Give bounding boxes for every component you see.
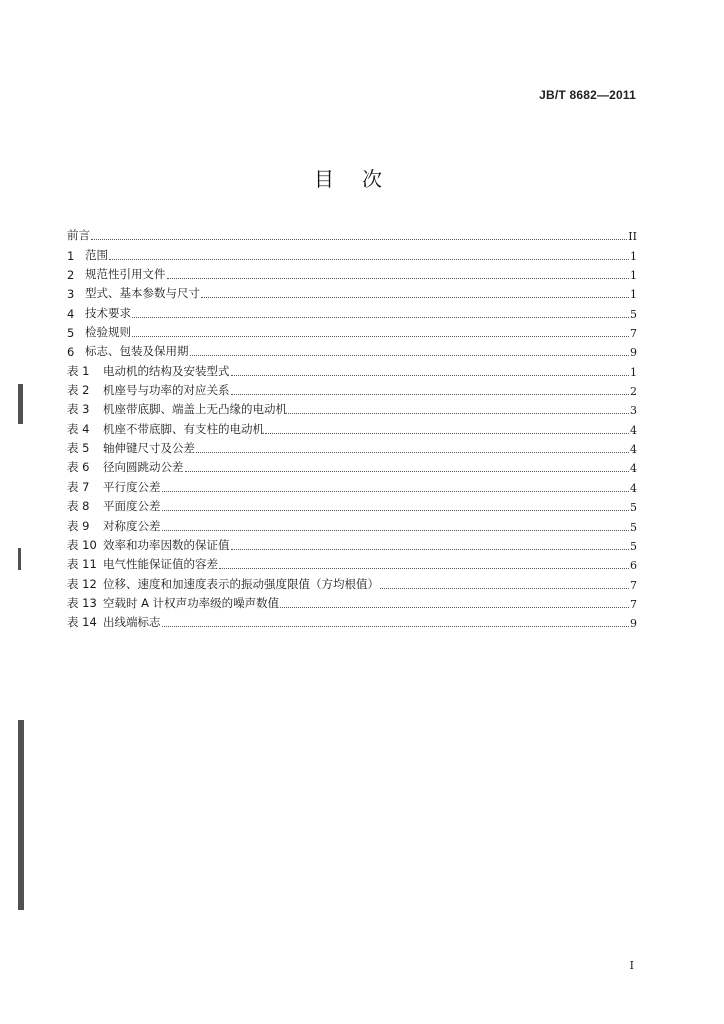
toc-entry-number: 6	[67, 345, 75, 360]
toc-entry-page: 5	[630, 501, 637, 515]
toc-leader-dots	[132, 316, 629, 318]
toc-entry-number: 表 5	[67, 441, 90, 456]
toc-leader-dots	[265, 432, 629, 434]
toc-leader-dots	[231, 548, 630, 550]
toc-entry-label: 平面度公差	[103, 499, 161, 514]
toc-entry[interactable]	[67, 514, 637, 533]
toc-entry[interactable]	[67, 572, 637, 591]
toc-entry-number: 表 6	[67, 460, 90, 475]
toc-entry-label: 机座不带底脚、有支柱的电动机	[103, 421, 264, 436]
toc-entry-number: 表 14	[67, 615, 97, 630]
toc-entry-page: 7	[630, 578, 637, 592]
toc-entry[interactable]	[67, 243, 637, 262]
toc-entry-page: 3	[630, 404, 637, 418]
toc-entry[interactable]	[67, 437, 637, 456]
scan-artifact	[18, 384, 23, 424]
toc-leader-dots	[190, 354, 630, 356]
toc-entry-page: II	[628, 230, 637, 244]
toc-entry-label: 检验规则	[85, 325, 131, 340]
toc-entry[interactable]	[67, 379, 637, 398]
toc-leader-dots	[91, 238, 627, 240]
toc-entry-number: 表 2	[67, 383, 90, 398]
toc-entry-number: 表 9	[67, 518, 90, 533]
toc-entry-label: 空载时 A 计权声功率级的噪声数值	[103, 595, 280, 610]
toc-entry-label: 电动机的结构及安装型式	[103, 363, 230, 378]
toc-leader-dots	[288, 412, 629, 414]
toc-entry-page: 4	[630, 423, 637, 437]
toc-entry-page: 4	[630, 443, 637, 457]
toc-entry[interactable]	[67, 456, 637, 475]
toc-entry-label: 标志、包装及保用期	[85, 344, 189, 359]
toc-entry-number: 表 13	[67, 595, 97, 610]
toc-entry[interactable]	[67, 592, 637, 611]
toc-entry-label: 轴伸键尺寸及公差	[103, 441, 195, 456]
toc-entry-page: 5	[630, 539, 637, 553]
toc-leader-dots	[185, 470, 630, 472]
toc-entry-page: 1	[630, 249, 637, 263]
toc-leader-dots	[167, 277, 630, 279]
toc-entry-page: 1	[630, 288, 637, 302]
toc-entry-number: 1	[67, 248, 75, 263]
toc-leader-dots	[201, 296, 629, 298]
toc-entry-label: 平行度公差	[103, 479, 161, 494]
toc-leader-dots	[231, 393, 630, 395]
toc-entry-page: 1	[630, 269, 637, 283]
toc-entry[interactable]	[67, 475, 637, 494]
toc-entry-number: 表 10	[67, 537, 97, 552]
toc-entry-page: 6	[630, 559, 637, 573]
toc-entry-number: 表 3	[67, 402, 90, 417]
toc-entry-page: 4	[630, 462, 637, 476]
toc-entry[interactable]	[67, 553, 637, 572]
toc-entry[interactable]	[67, 301, 637, 320]
toc-entry-page: 9	[630, 617, 637, 631]
toc-entry[interactable]	[67, 534, 637, 553]
toc-entry-page: 7	[630, 327, 637, 341]
toc-entry-label: 范围	[85, 247, 108, 262]
toc-entry-number: 表 12	[67, 576, 97, 591]
toc-entry-label: 出线端标志	[103, 615, 161, 630]
toc-entry-label: 效率和功率因数的保证值	[103, 537, 230, 552]
toc-entry[interactable]	[67, 263, 637, 282]
toc-entry[interactable]	[67, 611, 637, 630]
toc-leader-dots	[196, 451, 629, 453]
toc-entry-number: 表 4	[67, 421, 90, 436]
toc-entry-number: 4	[67, 306, 75, 321]
toc-entry-label: 前言	[67, 228, 90, 243]
toc-leader-dots	[109, 258, 629, 260]
toc-entry-number: 表 11	[67, 557, 97, 572]
toc-entry-label: 位移、速度和加速度表示的振动强度限值（方均根值）	[103, 576, 379, 591]
toc-entry-page: 4	[630, 481, 637, 495]
toc-entry-number: 表 1	[67, 363, 90, 378]
toc-entry[interactable]	[67, 340, 637, 359]
toc-entry-number: 表 7	[67, 479, 90, 494]
toc-leader-dots	[162, 625, 630, 627]
scan-artifact	[18, 548, 21, 570]
toc-entry-page: 5	[630, 520, 637, 534]
scan-artifact	[18, 720, 24, 910]
toc-entry-label: 技术要求	[85, 305, 131, 320]
document-code: JB/T 8682—2011	[539, 88, 636, 102]
toc-entry-page: 1	[630, 365, 637, 379]
page-number: I	[629, 959, 634, 972]
toc-entry-page: 9	[630, 346, 637, 360]
toc-entry-label: 对称度公差	[103, 518, 161, 533]
toc-entry[interactable]	[67, 321, 637, 340]
toc-entry-page: 5	[630, 307, 637, 321]
toc-entry-label: 型式、基本参数与尺寸	[85, 286, 200, 301]
toc-entry[interactable]	[67, 495, 637, 514]
toc-entry-label: 径向圆跳动公差	[103, 460, 184, 475]
toc-entry[interactable]	[67, 398, 637, 417]
toc-leader-dots	[280, 606, 629, 608]
toc-entry-label: 机座号与功率的对应关系	[103, 383, 230, 398]
toc-entry-number: 3	[67, 287, 75, 302]
toc-entry[interactable]	[67, 359, 637, 378]
toc-leader-dots	[162, 490, 630, 492]
toc-entry[interactable]	[67, 417, 637, 436]
toc-entry-label: 机座带底脚、端盖上无凸缘的电动机	[103, 402, 287, 417]
toc-entry-label: 电气性能保证值的容差	[103, 557, 218, 572]
toc-entry-page: 2	[630, 385, 637, 399]
toc-entry-number: 5	[67, 326, 75, 341]
page-title: 目次	[314, 167, 410, 191]
toc-entry[interactable]	[67, 224, 637, 243]
toc-leader-dots	[162, 509, 630, 511]
table-of-contents	[67, 224, 637, 630]
toc-leader-dots	[380, 587, 629, 589]
toc-entry-number: 表 8	[67, 499, 90, 514]
toc-entry-page: 7	[630, 597, 637, 611]
toc-leader-dots	[219, 567, 629, 569]
toc-leader-dots	[132, 335, 629, 337]
toc-entry-label: 规范性引用文件	[85, 267, 166, 282]
toc-leader-dots	[231, 374, 630, 376]
toc-entry[interactable]	[67, 282, 637, 301]
toc-entry-number: 2	[67, 268, 75, 283]
toc-leader-dots	[162, 529, 630, 531]
